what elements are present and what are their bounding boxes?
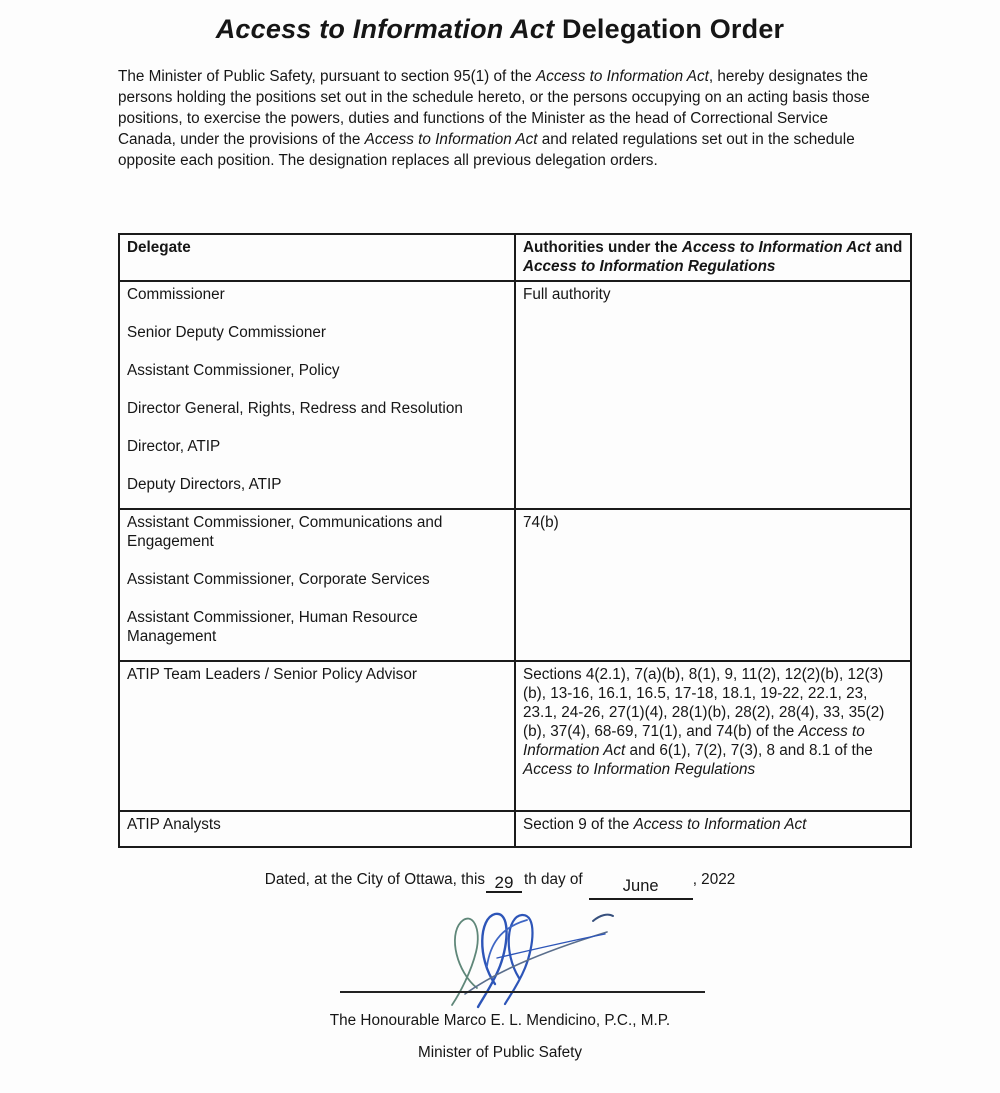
delegation-table — [118, 233, 912, 848]
dated-line — [0, 871, 1000, 900]
table-row — [119, 661, 911, 811]
intro-text-3: and related regulations set out in the schedule opposite each position. The designation replaces all previous delegation orders. — [118, 131, 855, 169]
table-row — [119, 811, 911, 847]
delegate-item: Deputy Directors, ATIP — [127, 476, 282, 493]
delegate-item: Assistant Commissioner, Communications and Engagement — [127, 514, 443, 550]
month-field: June — [589, 878, 693, 900]
authority-cell — [515, 661, 911, 811]
text-segment: and — [870, 239, 903, 256]
title-rest: Delegation Order — [554, 14, 785, 44]
authority-cell — [515, 811, 911, 847]
intro-paragraph — [118, 66, 886, 171]
text-segment: and 6(1), 7(2), 7(3), 8 and 8.1 of the — [625, 742, 873, 759]
delegate-item: Senior Deputy Commissioner — [127, 324, 326, 341]
act-name-italic: Access to Information Act — [523, 723, 865, 759]
authority-cell — [515, 509, 911, 661]
delegate-cell — [119, 509, 515, 661]
dated-prefix: Dated, at the City of Ottawa, this — [264, 871, 485, 888]
authority-cell — [515, 281, 911, 509]
dated-suffix: , 2022 — [692, 871, 736, 888]
act-name-italic: Access to Information Act — [364, 131, 538, 148]
act-name-italic: Access to Information Act — [681, 239, 871, 256]
intro-text-2: , hereby designates the persons holding the positions set out in the schedule hereto, or the persons occupying on an acting basis those positions, to exercise the powers, duties and functions of the Minister as the head of Correctional Service Canada, under the provisions of the — [118, 68, 870, 148]
delegate-cell — [119, 281, 515, 509]
delegate-item: Assistant Commissioner, Human Resource Management — [127, 609, 418, 645]
act-name-italic: Access to Information Regulations — [523, 258, 776, 275]
signatory-name: The Honourable Marco E. L. Mendicino, P.C., M.P. — [329, 1012, 671, 1029]
text-segment: Full authority — [523, 286, 611, 303]
delegate-item: Director, ATIP — [127, 438, 221, 455]
text-segment: Authorities under the — [523, 239, 682, 256]
delegate-item: Director General, Rights, Redress and Resolution — [127, 400, 463, 417]
delegate-item: ATIP Analysts — [127, 816, 221, 833]
delegate-cell — [119, 661, 515, 811]
act-name-italic: Access to Information Act — [536, 68, 709, 85]
act-name-italic: Access to Information Act — [633, 816, 807, 833]
signatory-title: Minister of Public Safety — [417, 1044, 583, 1061]
table-header-row — [119, 234, 911, 281]
act-name-italic: Access to Information Regulations — [523, 761, 756, 778]
table-row — [119, 509, 911, 661]
signature-image — [435, 906, 635, 1011]
delegate-item: Assistant Commissioner, Corporate Services — [127, 571, 430, 588]
delegate-item: Assistant Commissioner, Policy — [127, 362, 340, 379]
delegate-item: Commissioner — [127, 286, 225, 303]
dated-middle: th day of — [524, 871, 583, 888]
text-segment: Sections 4(2.1), 7(a)(b), 8(1), 9, 11(2), 12(2)(b), 12(3)(b), 13-16, 16.1, 16.5, 17-18, 18.1, 19-22, 22.1, 23, 23.1, 24-26, 27(1)(4), 28(1)(b), 28(2), 28(4), 33, 35(2)(b), 37(4), 68-69, 71(1), and 74(b) of the — [523, 666, 885, 740]
page-title — [0, 14, 1000, 45]
text-segment: 74(b) — [523, 514, 559, 531]
title-act-name: Access to Information Act — [215, 14, 555, 44]
intro-text-1: The Minister of Public Safety, pursuant to section 95(1) of the — [118, 68, 537, 85]
col-header-authorities — [515, 234, 911, 281]
table-row — [119, 281, 911, 509]
text-segment: Section 9 of the — [523, 816, 634, 833]
signature-line — [340, 991, 705, 993]
col-header-delegate: Delegate — [119, 234, 515, 281]
delegate-cell — [119, 811, 515, 847]
day-field: 29 — [486, 874, 522, 893]
delegate-item: ATIP Team Leaders / Senior Policy Advisor — [127, 666, 417, 683]
